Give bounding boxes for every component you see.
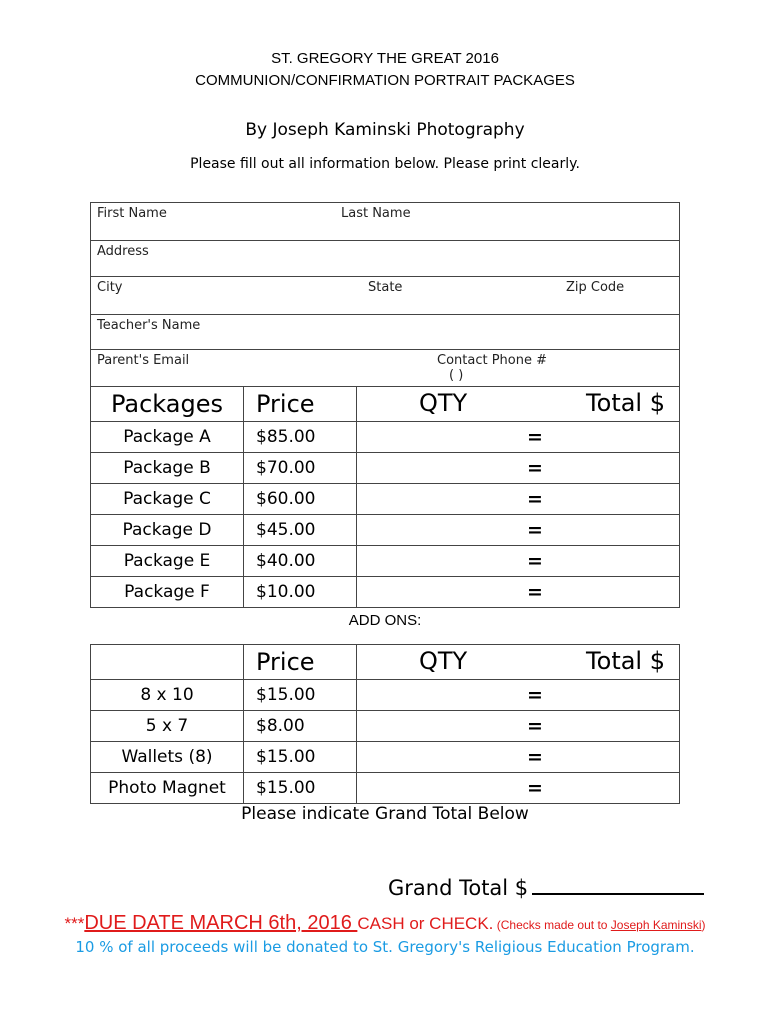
qty-total-header — [357, 387, 680, 422]
addon-name: 8 x 10 — [91, 680, 244, 711]
grand-total-label: Grand Total $ — [388, 876, 529, 900]
city-row[interactable] — [91, 277, 679, 315]
addon-price: $15.00 — [244, 742, 357, 773]
packages-col-header: Packages — [91, 387, 244, 422]
grand-total — [388, 876, 704, 900]
addon-price: $15.00 — [244, 773, 357, 804]
package-name: Package F — [91, 577, 244, 608]
qty-total-field[interactable]: = — [357, 680, 680, 711]
table-row — [91, 742, 680, 773]
name-row[interactable] — [91, 203, 679, 241]
table-row — [91, 577, 680, 608]
address-row[interactable] — [91, 241, 679, 277]
addon-price: $8.00 — [244, 711, 357, 742]
parent-email-label: Parent's Email — [97, 353, 190, 368]
qty-total-field[interactable]: = — [357, 484, 680, 515]
package-price: $10.00 — [244, 577, 357, 608]
packages-table — [90, 386, 680, 608]
phone-parens: ( ) — [449, 368, 464, 383]
table-row — [91, 711, 680, 742]
qty-total-field[interactable]: = — [357, 742, 680, 773]
checks-payee: Joseph Kaminski — [610, 918, 702, 932]
package-name: Package B — [91, 453, 244, 484]
package-name: Package C — [91, 484, 244, 515]
package-price: $45.00 — [244, 515, 357, 546]
teacher-label: Teacher's Name — [97, 318, 201, 333]
packages-header-row — [91, 387, 680, 422]
qty-total-header — [357, 645, 680, 680]
qty-col-header: QTY — [419, 647, 468, 675]
checks-suffix: ) — [701, 918, 706, 932]
package-name: Package A — [91, 422, 244, 453]
last-name-label: Last Name — [341, 206, 411, 221]
state-label: State — [368, 280, 403, 295]
first-name-label: First Name — [97, 206, 167, 221]
addon-price: $15.00 — [244, 680, 357, 711]
total-col-header: Total $ — [586, 647, 665, 675]
addon-name: Wallets (8) — [91, 742, 244, 773]
package-price: $85.00 — [244, 422, 357, 453]
byline: By Joseph Kaminski Photography — [245, 120, 525, 140]
qty-total-field[interactable]: = — [357, 515, 680, 546]
table-row — [91, 680, 680, 711]
instructions: Please fill out all information below. Please print clearly. — [190, 156, 580, 172]
title-line-1: ST. GREGORY THE GREAT 2016 — [271, 50, 499, 67]
price-col-header: Price — [244, 387, 357, 422]
package-price: $60.00 — [244, 484, 357, 515]
table-row — [91, 484, 680, 515]
title-line-2: COMMUNION/CONFIRMATION PORTRAIT PACKAGES — [195, 72, 575, 89]
due-date-notice — [0, 912, 770, 935]
table-row — [91, 515, 680, 546]
price-col-header: Price — [244, 645, 357, 680]
table-row — [91, 453, 680, 484]
table-row — [91, 422, 680, 453]
qty-col-header: QTY — [419, 389, 468, 417]
addon-name: Photo Magnet — [91, 773, 244, 804]
payment-methods: CASH or CHECK. — [357, 914, 494, 933]
package-name: Package E — [91, 546, 244, 577]
city-label: City — [97, 280, 123, 295]
qty-total-field[interactable]: = — [357, 577, 680, 608]
contact-row[interactable] — [91, 350, 679, 387]
due-date: DUE DATE MARCH 6th, 2016 — [84, 912, 358, 934]
qty-total-field[interactable]: = — [357, 453, 680, 484]
add-ons-heading: ADD ONS: — [348, 612, 422, 629]
donation-note: 10 % of all proceeds will be donated to St. Gregory's Religious Education Program. — [75, 938, 695, 956]
checks-prefix: (Checks made out to — [493, 918, 611, 932]
qty-total-field[interactable]: = — [357, 773, 680, 804]
addons-table — [90, 644, 680, 804]
package-name: Package D — [91, 515, 244, 546]
qty-total-field[interactable]: = — [357, 711, 680, 742]
total-col-header: Total $ — [586, 389, 665, 417]
page-title — [0, 48, 770, 92]
package-price: $40.00 — [244, 546, 357, 577]
zip-label: Zip Code — [566, 280, 625, 295]
table-row — [91, 546, 680, 577]
qty-total-field[interactable]: = — [357, 546, 680, 577]
contact-phone-label: Contact Phone # — [437, 353, 548, 368]
qty-total-field[interactable]: = — [357, 422, 680, 453]
grand-total-field[interactable] — [532, 877, 704, 895]
table-row — [91, 773, 680, 804]
addons-header-row — [91, 645, 680, 680]
teacher-row[interactable] — [91, 315, 679, 350]
grand-total-instruction: Please indicate Grand Total Below — [241, 804, 529, 824]
address-label: Address — [97, 244, 149, 259]
due-stars: *** — [64, 914, 85, 933]
addon-name: 5 x 7 — [91, 711, 244, 742]
package-price: $70.00 — [244, 453, 357, 484]
info-form — [90, 202, 680, 387]
addons-name-col-header — [91, 645, 244, 680]
